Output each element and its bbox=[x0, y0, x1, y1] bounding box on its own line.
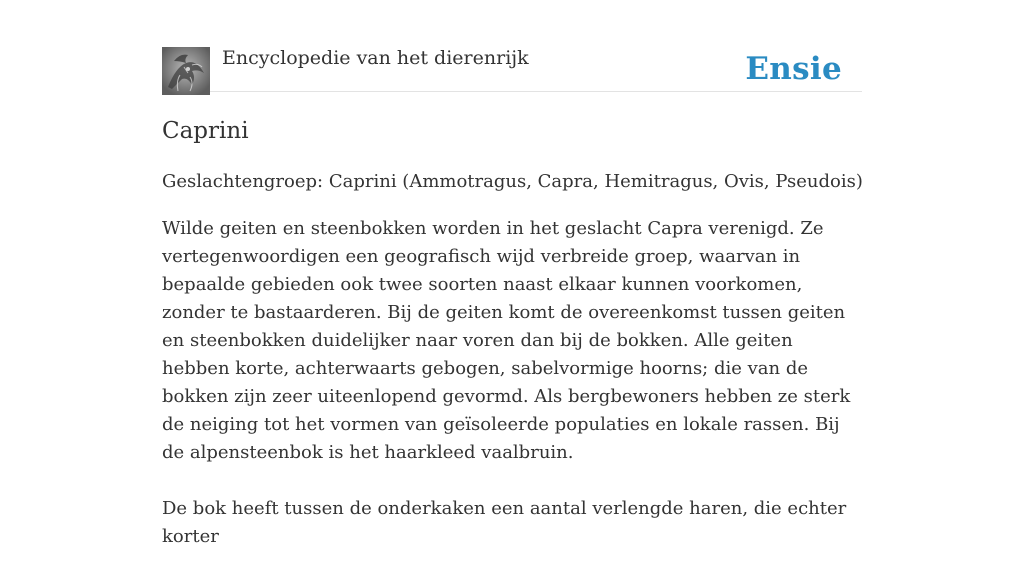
site-name[interactable]: Encyclopedie van het dierenrijk bbox=[222, 47, 529, 69]
article-paragraph: Wilde geiten en steenbokken worden in het geslacht Capra verenigd. Ze vertegenwoordigen een geografisch wijd verbreide groep, waarvan in bepaalde gebieden ook twee soorten naast elkaar kunnen voorkomen, zonder te bastaarderen. Bij de geiten komt de overeenkomst tussen geiten en steenbokken duidelijker naar voren dan bij de bokken. Alle geiten hebben korte, achterwaarts gebogen, sabelvormige hoorns; die van de bokken zijn zeer uiteenlopend gevormd. Als bergbewoners hebben ze sterk de neiging tot het vormen van geïsoleerde populaties en lokale rassen. Bij de alpensteenbok is het haarkleed vaalbruin. bbox=[162, 218, 851, 463]
page-title: Caprini bbox=[162, 118, 249, 144]
site-avatar[interactable] bbox=[162, 47, 210, 95]
brand-logo[interactable]: Ensie bbox=[745, 51, 842, 87]
animal-engraving-icon bbox=[162, 47, 210, 95]
article-paragraph: De bok heeft tussen de onderkaken een aantal verlengde haren, die echter korter bbox=[162, 498, 847, 547]
article-subtitle: Geslachtengroep: Caprini (Ammotragus, Capra, Hemitragus, Ovis, Pseudois) bbox=[162, 171, 863, 192]
site-header bbox=[162, 0, 862, 92]
page-container bbox=[162, 0, 863, 547]
article-body bbox=[162, 215, 862, 579]
